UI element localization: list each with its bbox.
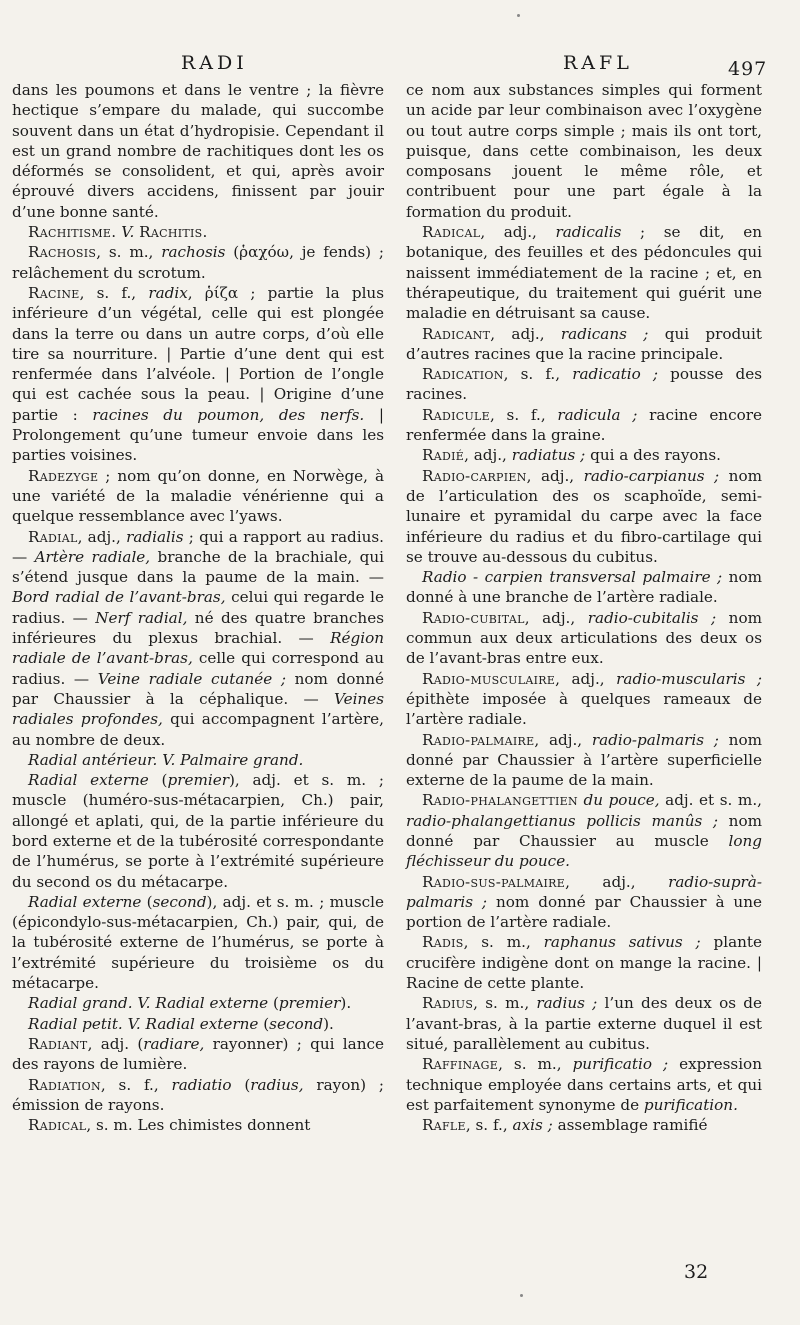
dictionary-entry xyxy=(12,466,384,527)
entry-text: nom donné par Chaussier au muscle xyxy=(406,811,762,850)
italic-term: radicula ; xyxy=(557,405,638,424)
italic-term: radio-palmaris ; xyxy=(591,730,719,749)
dictionary-entry xyxy=(12,283,384,466)
entry-text: nom donné par Chaussier à une portion de l’artère radiale. xyxy=(406,892,762,932)
italic-term: radiatio xyxy=(171,1075,232,1094)
entry-text: ( xyxy=(141,892,153,911)
dictionary-entry xyxy=(406,405,762,446)
entry-text: ), adj. et s. m. ; muscle (huméro-sus-métacarpien, Ch.) pair, allongé et aplati, qui, de la partie inférieure du bord externe et de la tubérosité correspondante de l’humérus, se porte à l’extrémité supérieure du second os du métacarpe. xyxy=(12,771,384,891)
italic-term: radio-muscularis ; xyxy=(616,669,762,688)
dictionary-entry xyxy=(406,669,762,730)
entry-text: (ῥαχόω, je fends) ; relâchement du scrotum. xyxy=(12,243,384,282)
italic-term: radio-cubitalis ; xyxy=(587,608,717,627)
entry-headword: Radio-carpien xyxy=(422,466,527,485)
italic-term: radio-phalangettianus pollicis manûs ; xyxy=(406,811,719,830)
italic-term: long fléchisseur du pouce. xyxy=(406,831,762,871)
italic-term: radius ; xyxy=(536,994,598,1013)
dictionary-entry xyxy=(12,1034,384,1075)
italic-term: Radial grand. V. Radial externe xyxy=(28,994,269,1013)
italic-term: premier xyxy=(167,771,229,790)
entry-text: celle qui correspond au radius. — xyxy=(12,649,384,688)
entry-text: , s. f., xyxy=(79,283,149,302)
italic-term: second xyxy=(152,892,207,911)
entry-text: épithète imposée à quelques rameaux de l’artère radiale. xyxy=(406,689,762,729)
right-column xyxy=(406,80,762,1135)
entry-headword: Radial xyxy=(28,527,78,546)
left-column xyxy=(12,80,384,1135)
signature-mark: 32 xyxy=(684,1261,709,1283)
paper-speck xyxy=(520,1294,523,1297)
entry-text: racine encore renfermée dans la graine. xyxy=(406,405,762,445)
entry-text: pousse des racines. xyxy=(406,365,762,404)
italic-term: Radial petit. V. Radial externe xyxy=(28,1014,259,1033)
dictionary-entry xyxy=(406,790,762,871)
entry-text: , adj., xyxy=(534,730,592,749)
italic-term: radius, xyxy=(250,1075,304,1094)
entry-headword: Radis xyxy=(422,933,464,952)
entry-text: , adj., xyxy=(555,669,617,688)
entry-text: , adj., xyxy=(77,527,127,546)
paper-speck xyxy=(517,14,520,17)
entry-text: qui produit d’autres racines que la racine principale. xyxy=(406,324,762,363)
entry-text: ), adj. et s. m. ; muscle (épicondylo-sus-métacarpien, Ch.) pair, qui, de la tubérosité externe de l’humérus, se porte à l’extrémité supérieure du troisième os du métacarpe. xyxy=(12,892,384,993)
entry-headword: Radius xyxy=(422,994,474,1013)
italic-term: second xyxy=(269,1014,324,1033)
dictionary-entry xyxy=(406,993,762,1054)
entry-text: , s. m., xyxy=(498,1055,573,1074)
entry-text: nom de l’articulation des os scaphoïde, semi-lunaire et pyramidal du carpe avec la face inférieure du radius et du fibro-cartilage qui se trouve au-dessous du cubitus. xyxy=(406,466,763,566)
dictionary-entry xyxy=(406,730,762,791)
entry-text: ( xyxy=(258,1014,270,1033)
italic-term: V. Palmaire grand. xyxy=(162,750,304,769)
italic-term: Veines radiales profondes, xyxy=(12,689,384,729)
entry-text: adj. et s. m., xyxy=(659,791,762,810)
entry-text: , adj., xyxy=(464,446,512,465)
entry-text: , s. m., xyxy=(473,994,537,1013)
entry-headword: Rachitisme. xyxy=(28,223,117,242)
dictionary-entry xyxy=(12,892,384,993)
entry-text: nom donné à une branche de l’artère radiale. xyxy=(406,568,763,607)
italic-term: Radial externe xyxy=(28,771,149,790)
entry-text: ). xyxy=(323,1014,334,1033)
italic-term: du pouce, xyxy=(583,791,660,810)
entry-text: , s. m., xyxy=(463,933,544,952)
italic-term: axis ; xyxy=(512,1116,553,1135)
dictionary-entry xyxy=(12,1014,384,1034)
italic-term: Veine radiale cutanée ; xyxy=(97,669,286,688)
entry-text: plante crucifère indigène dont on mange la racine. | Racine de cette plante. xyxy=(406,933,762,993)
entry-text: , s. f., xyxy=(503,365,573,384)
running-head-right: RAFL xyxy=(563,52,633,74)
entry-text: nom donné par Chaussier à l’artère superficielle externe de la paume de la main. xyxy=(406,730,762,790)
entry-text: , s. m. Les chimistes donnent xyxy=(86,1116,311,1135)
dictionary-entry xyxy=(406,445,762,465)
italic-term: Nerf radial, xyxy=(95,608,188,627)
entry-headword: Rachosis xyxy=(28,243,97,262)
italic-term: purificatio ; xyxy=(572,1055,669,1074)
entry-headword: Radio-musculaire xyxy=(422,669,556,688)
italic-term: Radial externe xyxy=(28,892,142,911)
italic-term: Radial antérieur. xyxy=(28,750,158,769)
entry-text: celui qui regarde le radius. — xyxy=(12,588,384,627)
entry-headword: Radio-sus-palmaire xyxy=(422,872,566,891)
entry-headword: Radié xyxy=(422,446,465,465)
entry-text: , s. f., xyxy=(489,405,558,424)
italic-term: radio-suprà-palmaris ; xyxy=(406,872,762,911)
entry-headword: Radical xyxy=(28,1116,87,1135)
entry-headword: Radezyge xyxy=(28,466,99,485)
dictionary-entry xyxy=(406,1115,762,1135)
italic-term: Bord radial de l’avant-bras, xyxy=(12,588,226,607)
entry-text: ( xyxy=(231,1075,251,1094)
italic-term: radio-carpianus ; xyxy=(583,466,720,485)
italic-term: radix xyxy=(148,283,188,302)
dictionary-entry xyxy=(406,364,762,405)
italic-term: radiatus ; xyxy=(511,446,586,465)
italic-term: radiare, xyxy=(143,1034,205,1053)
entry-text: , ῥίζα ; partie la plus inférieure d’un végétal, celle qui est plongée dans la terre ou dans un autre corps, d’où elle tire sa nourriture. | Partie d’une dent qui est renfermée dans l’alvéole. | Portion de l’ongle qui est cachée sous la peau. | Origine d’une partie : xyxy=(12,283,384,424)
entry-text: né des quatre branches inférieures du plexus brachial. — xyxy=(12,608,384,648)
italic-term: raphanus sativus ; xyxy=(543,933,701,952)
dictionary-entry xyxy=(12,1115,384,1135)
dictionary-entry xyxy=(12,770,384,892)
entry-text: , adj., xyxy=(526,466,584,485)
italic-term: Artère radiale, xyxy=(34,547,151,566)
entry-text: ). xyxy=(340,994,352,1013)
italic-term: radicans ; xyxy=(560,324,649,343)
entry-text: l’un des deux os de l’avant-bras, à la partie externe duquel il est situé, parallèlement au cubitus. xyxy=(406,994,762,1053)
dictionary-entry xyxy=(12,750,384,770)
dictionary-entry xyxy=(406,1054,762,1115)
entry-text: nom commun aux deux articulations des deux os de l’avant-bras entre eux. xyxy=(406,608,763,668)
entry-headword: Radiation xyxy=(28,1075,101,1094)
entry-text: qui a des rayons. xyxy=(585,446,721,465)
entry-text: , s. f., xyxy=(465,1116,513,1135)
entry-headword: Rachitis. xyxy=(139,223,208,242)
entry-text: assemblage ramifié xyxy=(552,1116,708,1135)
running-head-left: RADI xyxy=(181,52,248,74)
italic-term: rachosis xyxy=(161,243,226,262)
entry-text: ( xyxy=(148,771,168,790)
italic-term: premier xyxy=(278,994,341,1013)
italic-term: Région radiale de l’avant-bras, xyxy=(12,629,384,668)
italic-term: racines du poumon, des nerfs. xyxy=(92,405,365,424)
italic-term: radicalis xyxy=(555,223,622,242)
dictionary-entry xyxy=(406,324,762,365)
entry-headword: Radicant xyxy=(422,324,491,343)
entry-headword: Racine xyxy=(28,283,80,302)
entry-text: rayonner) ; qui lance des rayons de lumière. xyxy=(12,1034,384,1074)
entry-headword: Radio-cubital xyxy=(422,608,525,627)
dictionary-entry xyxy=(406,932,762,993)
entry-text: ( xyxy=(268,994,279,1013)
italic-term: Radio - carpien transversal palmaire ; xyxy=(422,568,723,587)
entry-text: | Prolongement qu’une tumeur envoie dans les parties voisines. xyxy=(12,405,384,465)
entry-text: ; nom qu’on donne, en Norwège, à une variété de la maladie vénérienne qui a quelque ressemblance avec l’yaws. xyxy=(12,466,384,526)
entry-text: rayon) ; émission de rayons. xyxy=(12,1075,384,1114)
dictionary-entry xyxy=(406,608,762,669)
entry-headword: Radication xyxy=(422,365,504,384)
entry-text: , adj., xyxy=(524,608,588,627)
dictionary-entry xyxy=(12,993,384,1013)
entry-text: , adj., xyxy=(490,324,561,343)
dictionary-entry xyxy=(12,242,384,283)
entry-text: ; qui a rapport au radius. — xyxy=(12,527,384,566)
dictionary-entry xyxy=(406,567,762,608)
entry-text: ; se dit, en botanique, des feuilles et des pédoncules qui naissent immédiatement de la racine ; et, en thérapeutique, du traitement qui guérit une maladie en détruisant sa cause. xyxy=(406,223,762,323)
entry-text: , adj., xyxy=(480,223,556,242)
entry-headword: Raffinage xyxy=(422,1055,499,1074)
dictionary-entry xyxy=(12,1075,384,1116)
dictionary-entry xyxy=(12,222,384,242)
entry-text: , adj. ( xyxy=(87,1034,144,1053)
entry-text: , s. m., xyxy=(96,243,162,262)
entry-text: , s. f., xyxy=(100,1075,172,1094)
italic-term: purification. xyxy=(643,1095,738,1114)
entry-headword: Radio-phalangettien xyxy=(422,791,578,810)
entry-headword: Rafle xyxy=(422,1116,466,1135)
entry-text: expression technique employée dans certains arts, et qui est parfaitement synonyme de xyxy=(406,1055,762,1114)
entry-headword: Radicule xyxy=(422,405,490,424)
entry-text: , adj., xyxy=(565,872,669,891)
entry-headword: Radio-palmaire xyxy=(422,730,535,749)
entry-text: nom donné par Chaussier à la céphalique. — xyxy=(12,669,384,708)
entry-text: branche de la brachiale, qui s’étend jusque dans la paume de la main. — xyxy=(12,547,384,587)
italic-term: V. xyxy=(121,223,135,242)
italic-term: radicatio ; xyxy=(572,365,659,384)
dictionary-entry xyxy=(12,527,384,750)
entry-text: ce nom aux substances simples qui forment un acide par leur combinaison avec l’oxygène ou tout autre corps simple ; mais ils ont tort, puisque, dans cette combinaison, les deux composans jouent le même rôle, et contribuent pour une part égale à la formation du produit. xyxy=(406,81,762,221)
entry-headword: Radical xyxy=(422,223,481,242)
entry-text: qui accompagnent l’artère, au nombre de deux. xyxy=(12,710,384,749)
italic-term: radialis xyxy=(126,527,184,546)
dictionary-entry xyxy=(406,872,762,933)
dictionary-entry xyxy=(406,80,762,222)
dictionary-entry xyxy=(406,222,762,323)
dictionary-entry xyxy=(406,466,762,567)
page-number: 497 xyxy=(728,58,768,80)
entry-headword: Radiant xyxy=(28,1034,88,1053)
dictionary-entry xyxy=(12,80,384,222)
entry-text: dans les poumons et dans le ventre ; la fièvre hectique s’empare du malade, qui succombe souvent dans un état d’hydropisie. Cependant il est un grand nombre de rachitiques dont les os déformés se consolident, et qui, après avoir éprouvé divers accidens, finissent par jouir d’une bonne santé. xyxy=(12,81,384,221)
